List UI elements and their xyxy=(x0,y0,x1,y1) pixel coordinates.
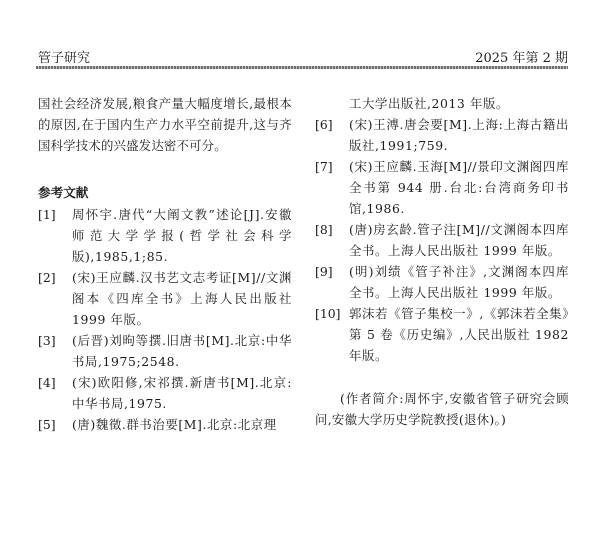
reference-item xyxy=(38,330,292,372)
reference-number: [3] xyxy=(38,333,56,348)
reference-number: [8] xyxy=(315,222,333,237)
reference-text: 郭沫若《管子集校一》,《郭沫若全集》第 5 卷《历史编》,人民出版社 1982 年版。 xyxy=(349,306,569,363)
reference-text: (唐)魏徵.群书治要[M].北京:北京理 xyxy=(72,417,277,432)
reference-text: (唐)房玄龄.管子注[M]//文渊阁本四库全书。上海人民出版社 1999 年版。 xyxy=(349,222,569,258)
reference-text: (宋)王应麟.玉海[M]//景印文渊阁四库全书第 944 册.台北:台湾商务印书馆,1986. xyxy=(349,159,569,216)
reference-text: 周怀宇.唐代“大阐文教”述论[J].安徽师范大学学报(哲学社会科学版),1985,1;85. xyxy=(72,207,292,264)
author-note: (作者简介:周怀宇,安徽省管子研究会顾问,安徽大学历史学院教授(退休)。) xyxy=(315,391,569,427)
references-heading: 参考文献 xyxy=(38,185,89,200)
reference-text: (宋)王溥.唐会要[M].上海:上海古籍出版社,1991;759. xyxy=(349,117,569,153)
reference-number: [4] xyxy=(38,375,56,390)
reference-item xyxy=(315,114,569,156)
reference-text: (明)刘绩《管子补注》,文渊阁本四库全书。上海人民出版社 1999 年版。 xyxy=(349,264,569,300)
reference-text: (宋)欧阳修,宋祁撰.新唐书[M].北京:中华书局,1975. xyxy=(72,375,292,411)
reference-number: [5] xyxy=(38,417,56,432)
running-header-issue: 2025 年第 2 期 xyxy=(475,51,568,66)
reference-number: [2] xyxy=(38,270,56,285)
reference-number: [9] xyxy=(315,264,333,279)
body-paragraph: 国社会经济发展,粮食产量大幅度增长,最根本的原因,在于国内生产力水平空前提升,这与齐国科学技术的兴盛发达密不可分。 xyxy=(38,96,292,153)
reference-text: (宋)王应麟.汉书艺文志考证[M]//文渊阁本《四库全书》上海人民出版社1999 年版。 xyxy=(72,270,292,327)
header-rule xyxy=(36,66,568,69)
reference-item xyxy=(315,156,569,219)
reference-number: [7] xyxy=(315,159,333,174)
reference-item xyxy=(315,219,569,261)
reference-number: [1] xyxy=(38,207,56,222)
reference-continuation: 工大学出版社,2013 年版。 xyxy=(349,96,509,111)
reference-item xyxy=(38,372,292,414)
reference-item xyxy=(38,267,292,330)
right-column xyxy=(315,93,569,430)
reference-item xyxy=(315,261,569,303)
reference-text: (后晋)刘昫等撰.旧唐书[M].北京:中华书局,1975;2548. xyxy=(72,333,292,369)
reference-number: [6] xyxy=(315,117,333,132)
reference-number: [10] xyxy=(315,306,341,321)
reference-item xyxy=(315,303,569,366)
running-header-journal: 管子研究 xyxy=(38,51,91,66)
left-column xyxy=(38,93,292,435)
reference-item xyxy=(38,414,292,435)
reference-item xyxy=(38,204,292,267)
